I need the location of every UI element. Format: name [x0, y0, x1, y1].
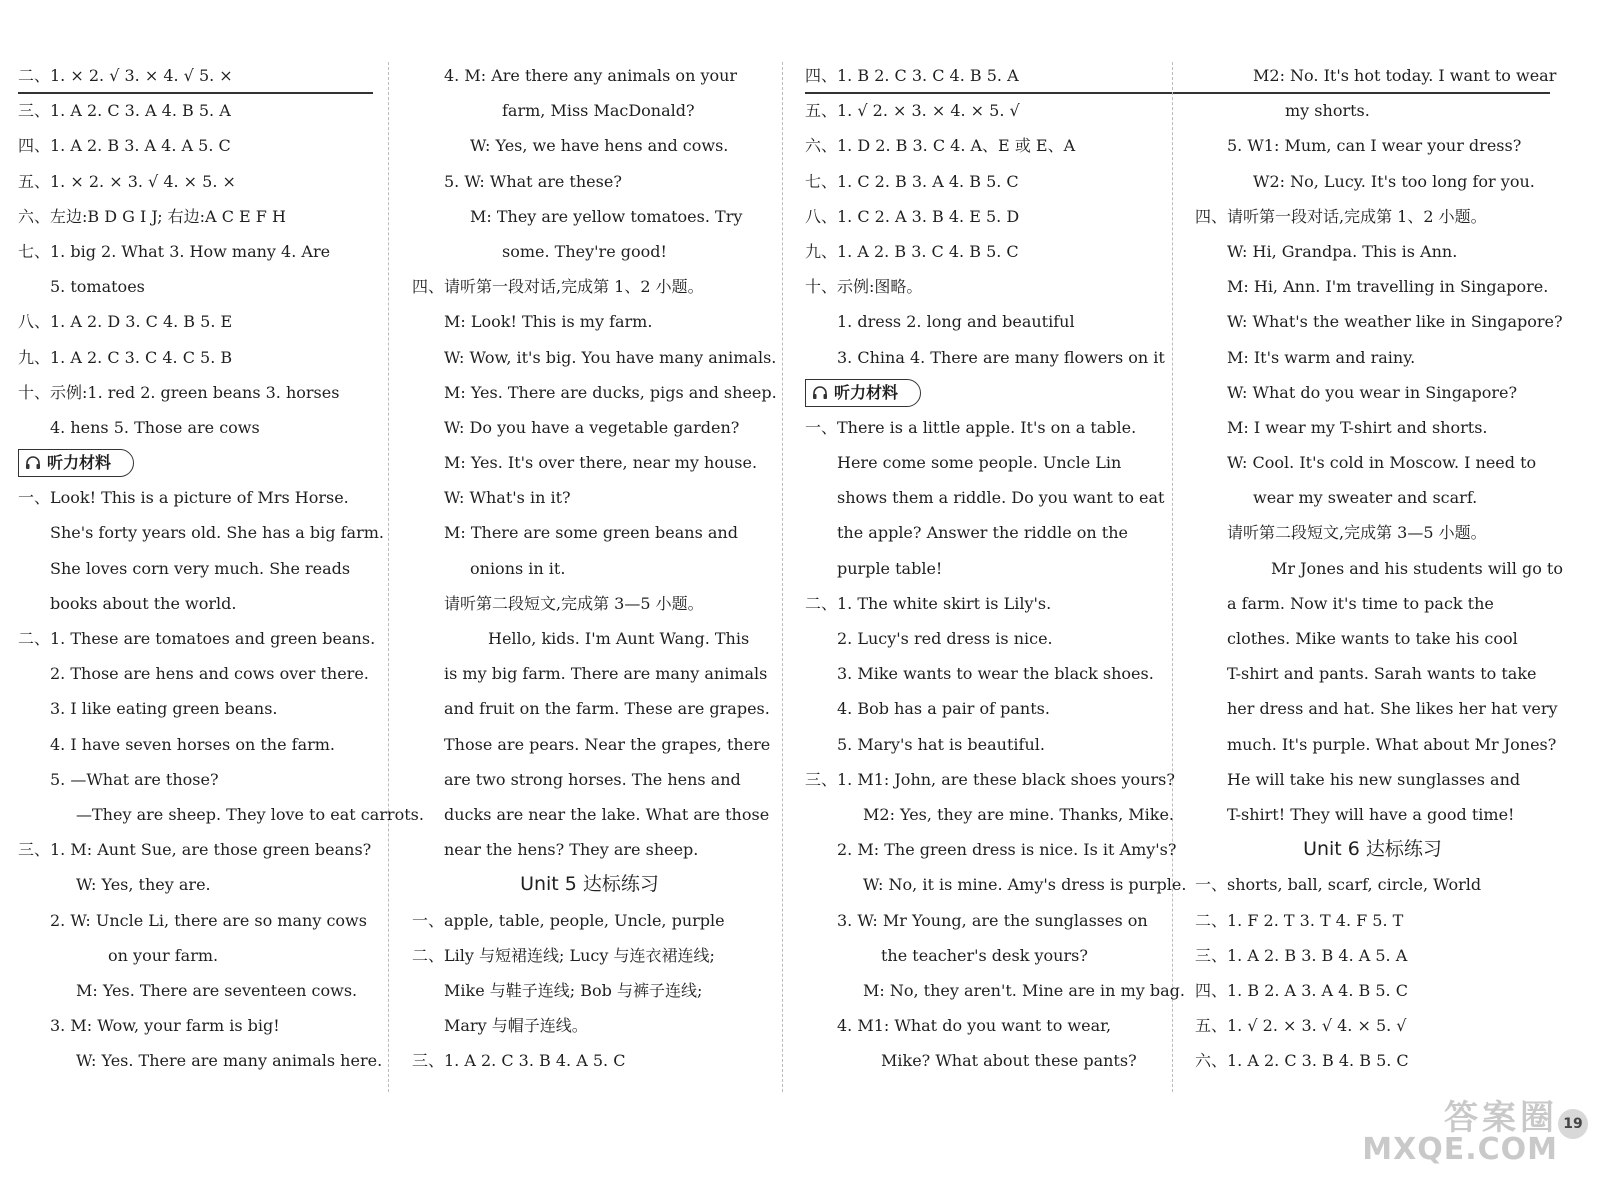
answer-line: 4. M1: What do you want to wear,	[837, 1016, 1112, 1036]
answer-line: 二、Lily 与短裙连线; Lucy 与连衣裙连线;	[412, 945, 715, 965]
answer-line: M: Look! This is my farm.	[444, 312, 653, 332]
answer-line: M: They are yellow tomatoes. Try	[470, 206, 743, 226]
answer-line: 4. hens 5. Those are cows	[50, 417, 260, 437]
answer-line: 4. I have seven horses on the farm.	[50, 734, 336, 754]
answer-line: W: Wow, it's big. You have many animals.	[444, 347, 777, 367]
answer-line: 3. Mike wants to wear the black shoes.	[837, 664, 1154, 684]
answer-line: 八、1. C 2. A 3. B 4. E 5. D	[805, 206, 1020, 226]
answer-line: 一、There is a little apple. It's on a table.	[805, 417, 1137, 437]
answer-line: 2. M: The green dress is nice. Is it Amy's?	[837, 840, 1177, 860]
answer-line: 十、示例:图略。	[805, 277, 923, 297]
page-number: 19	[1558, 1109, 1588, 1139]
unit-title: Unit 5 达标练习	[520, 873, 659, 896]
listening-material-header	[805, 375, 1160, 410]
listening-badge-label: 听力材料	[47, 453, 112, 473]
answer-line: 十、示例:1. red 2. green beans 3. horses	[18, 382, 340, 402]
answer-line: 九、1. A 2. C 3. C 4. C 5. B	[18, 347, 233, 367]
answer-line: Those are pears. Near the grapes, there	[444, 734, 771, 754]
listening-badge-label: 听力材料	[834, 382, 899, 402]
headphones-icon	[25, 455, 41, 471]
answer-line: 4. M: Are there any animals on your	[444, 66, 738, 85]
answer-line: 5. W: What are these?	[444, 171, 622, 191]
answer-line: on your farm.	[108, 945, 219, 965]
answer-line: 3. W: Mr Young, are the sunglasses on	[837, 910, 1148, 930]
answer-line: M: It's warm and rainy.	[1227, 347, 1416, 367]
answer-line: ducks are near the lake. What are those	[444, 804, 770, 824]
answer-line: 3. China 4. There are many flowers on it	[837, 347, 1165, 367]
answer-line: M: Hi, Ann. I'm travelling in Singapore.	[1227, 277, 1549, 297]
answer-line: Mike 与鞋子连线; Bob 与裤子连线;	[444, 980, 703, 1000]
answer-line: 四、请听第一段对话,完成第 1、2 小题。	[1195, 206, 1487, 226]
answer-line: —They are sheep. They love to eat carrots.	[76, 804, 424, 824]
answer-line: 三、1. M: Aunt Sue, are those green beans?	[18, 840, 372, 860]
answer-line: M: Yes. It's over there, near my house.	[444, 453, 758, 473]
answer-line: W: Yes. There are many animals here.	[76, 1051, 383, 1071]
answer-column-1	[18, 58, 424, 1078]
answer-column-4	[1195, 58, 1563, 1078]
answer-line: onions in it.	[470, 558, 566, 578]
answer-line: 四、1. A 2. B 3. A 4. A 5. C	[18, 136, 231, 156]
answer-line: her dress and hat. She likes her hat very	[1227, 699, 1558, 719]
answer-line: M: I wear my T-shirt and shorts.	[1227, 417, 1488, 437]
answer-line: W: No, it is mine. Amy's dress is purple.	[863, 875, 1187, 895]
answer-column-2	[412, 58, 777, 1078]
answer-line: 5. W1: Mum, can I wear your dress?	[1227, 136, 1522, 156]
answer-line: some. They're good!	[502, 241, 667, 261]
column-divider	[388, 62, 389, 1092]
answer-line: W: What's the weather like in Singapore?	[1227, 312, 1563, 332]
answer-line: 3. M: Wow, your farm is big!	[50, 1016, 280, 1036]
answer-line: W: What's in it?	[444, 488, 571, 508]
column-divider	[782, 62, 783, 1092]
answer-line: near the hens? They are sheep.	[444, 840, 699, 860]
answer-line: 2. Lucy's red dress is nice.	[837, 629, 1053, 648]
column-divider	[1172, 62, 1173, 1092]
answer-line: Mike? What about these pants?	[881, 1051, 1137, 1071]
answer-line: much. It's purple. What about Mr Jones?	[1227, 734, 1557, 754]
answer-line: wear my sweater and scarf.	[1253, 488, 1478, 508]
answer-line: Mary 与帽子连线。	[444, 1016, 588, 1036]
answer-line: T-shirt! They will have a good time!	[1227, 804, 1515, 824]
answer-line: M2: No. It's hot today. I want to wear	[1253, 66, 1557, 85]
listening-badge	[805, 379, 921, 407]
answer-line: 九、1. A 2. B 3. C 4. B 5. C	[805, 241, 1019, 261]
answer-line: 2. W: Uncle Li, there are so many cows	[50, 910, 367, 930]
answer-line: W: Do you have a vegetable garden?	[444, 417, 740, 437]
answer-line: books about the world.	[50, 593, 237, 613]
answer-line: the teacher's desk yours?	[881, 945, 1088, 965]
headphones-icon	[812, 385, 828, 401]
answer-line: are two strong horses. The hens and	[444, 769, 741, 789]
answer-line: W2: No, Lucy. It's too long for you.	[1253, 171, 1535, 191]
answer-line: 三、1. A 2. B 3. B 4. A 5. A	[1195, 945, 1408, 965]
answer-line: 二、1. The white skirt is Lily's.	[805, 593, 1052, 613]
listening-badge	[18, 449, 134, 477]
watermark-logo	[1362, 1098, 1558, 1167]
answer-line: M2: Yes, they are mine. Thanks, Mike.	[863, 804, 1175, 824]
answer-line: 六、1. A 2. C 3. B 4. B 5. C	[1195, 1051, 1409, 1071]
answer-line: 五、1. × 2. × 3. √ 4. × 5. ×	[18, 171, 236, 191]
answer-line: 五、1. √ 2. × 3. × 4. × 5. √	[805, 101, 1020, 121]
answer-column-3	[805, 58, 1187, 1078]
answer-line: 三、1. M1: John, are these black shoes yours?	[805, 769, 1175, 789]
answer-line: T-shirt and pants. Sarah wants to take	[1227, 664, 1537, 684]
answer-line: She loves corn very much. She reads	[50, 558, 351, 578]
answer-line: 二、1. These are tomatoes and green beans.	[18, 629, 376, 648]
answer-line: 三、1. A 2. C 3. B 4. A 5. C	[412, 1051, 626, 1071]
answer-line: 五、1. √ 2. × 3. √ 4. × 5. √	[1195, 1016, 1407, 1036]
answer-line: 三、1. A 2. C 3. A 4. B 5. A	[18, 101, 231, 121]
answer-line: is my big farm. There are many animals	[444, 664, 768, 684]
watermark-url: MXQE.COM	[1362, 1132, 1558, 1167]
answer-line: 六、左边:B D G I J; 右边:A C E F H	[18, 206, 286, 226]
answer-line: W: Yes, they are.	[76, 875, 211, 895]
answer-line: Hello, kids. I'm Aunt Wang. This	[488, 629, 750, 648]
answer-line: clothes. Mike wants to take his cool	[1227, 629, 1518, 648]
answer-line: 六、1. D 2. B 3. C 4. A、E 或 E、A	[805, 136, 1076, 156]
answer-line: 请听第二段短文,完成第 3—5 小题。	[444, 593, 704, 613]
answer-line: 5. —What are those?	[50, 769, 219, 789]
answer-line: M: No, they aren't. Mine are in my bag.	[863, 980, 1185, 1000]
answer-line: 3. I like eating green beans.	[50, 699, 278, 719]
answer-line: M: Yes. There are seventeen cows.	[76, 980, 358, 1000]
answer-line: 5. tomatoes	[50, 277, 145, 297]
watermark-chinese: 答案圈	[1444, 1098, 1558, 1138]
answer-line: W: What do you wear in Singapore?	[1227, 382, 1518, 402]
answer-line: 一、Look! This is a picture of Mrs Horse.	[18, 488, 349, 508]
answer-line: 一、apple, table, people, Uncle, purple	[412, 910, 725, 930]
answer-line: W: Cool. It's cold in Moscow. I need to	[1227, 453, 1537, 473]
answer-line: 一、shorts, ball, scarf, circle, World	[1195, 875, 1482, 895]
answer-line: 5. Mary's hat is beautiful.	[837, 734, 1045, 754]
answer-line: shows them a riddle. Do you want to eat	[837, 488, 1165, 508]
answer-line: M: Yes. There are ducks, pigs and sheep.	[444, 382, 777, 402]
answer-line: a farm. Now it's time to pack the	[1227, 593, 1494, 613]
answer-line: the apple? Answer the riddle on the	[837, 523, 1128, 543]
answer-line: 四、请听第一段对话,完成第 1、2 小题。	[412, 277, 704, 297]
answer-line: 八、1. A 2. D 3. C 4. B 5. E	[18, 312, 233, 332]
unit-title: Unit 6 达标练习	[1303, 838, 1442, 861]
answer-line: farm, Miss MacDonald?	[502, 101, 695, 121]
answer-line: 请听第二段短文,完成第 3—5 小题。	[1227, 523, 1487, 543]
answer-line: purple table!	[837, 558, 943, 578]
answer-line: She's forty years old. She has a big farm.	[50, 523, 384, 543]
listening-material-header	[18, 445, 373, 480]
answer-line: 二、1. F 2. T 3. T 4. F 5. T	[1195, 910, 1404, 930]
answer-line: 4. Bob has a pair of pants.	[837, 699, 1050, 719]
answer-line: my shorts.	[1285, 101, 1370, 121]
answer-line: W: Hi, Grandpa. This is Ann.	[1227, 241, 1458, 261]
answer-line: W: Yes, we have hens and cows.	[470, 136, 729, 156]
answer-line: 二、1. × 2. √ 3. × 4. √ 5. ×	[18, 66, 233, 85]
answer-line: 四、1. B 2. A 3. A 4. B 5. C	[1195, 980, 1408, 1000]
answer-line: and fruit on the farm. These are grapes.	[444, 699, 770, 719]
answer-line: M: There are some green beans and	[444, 523, 738, 543]
answer-line: Here come some people. Uncle Lin	[837, 453, 1122, 473]
answer-line: 七、1. C 2. B 3. A 4. B 5. C	[805, 171, 1019, 191]
answer-line: 七、1. big 2. What 3. How many 4. Are	[18, 241, 331, 261]
answer-line: 四、1. B 2. C 3. C 4. B 5. A	[805, 66, 1019, 85]
answer-line: He will take his new sunglasses and	[1227, 769, 1521, 789]
answer-line: 1. dress 2. long and beautiful	[837, 312, 1075, 332]
answer-line: 2. Those are hens and cows over there.	[50, 664, 369, 684]
answer-line: Mr Jones and his students will go to	[1271, 558, 1563, 578]
